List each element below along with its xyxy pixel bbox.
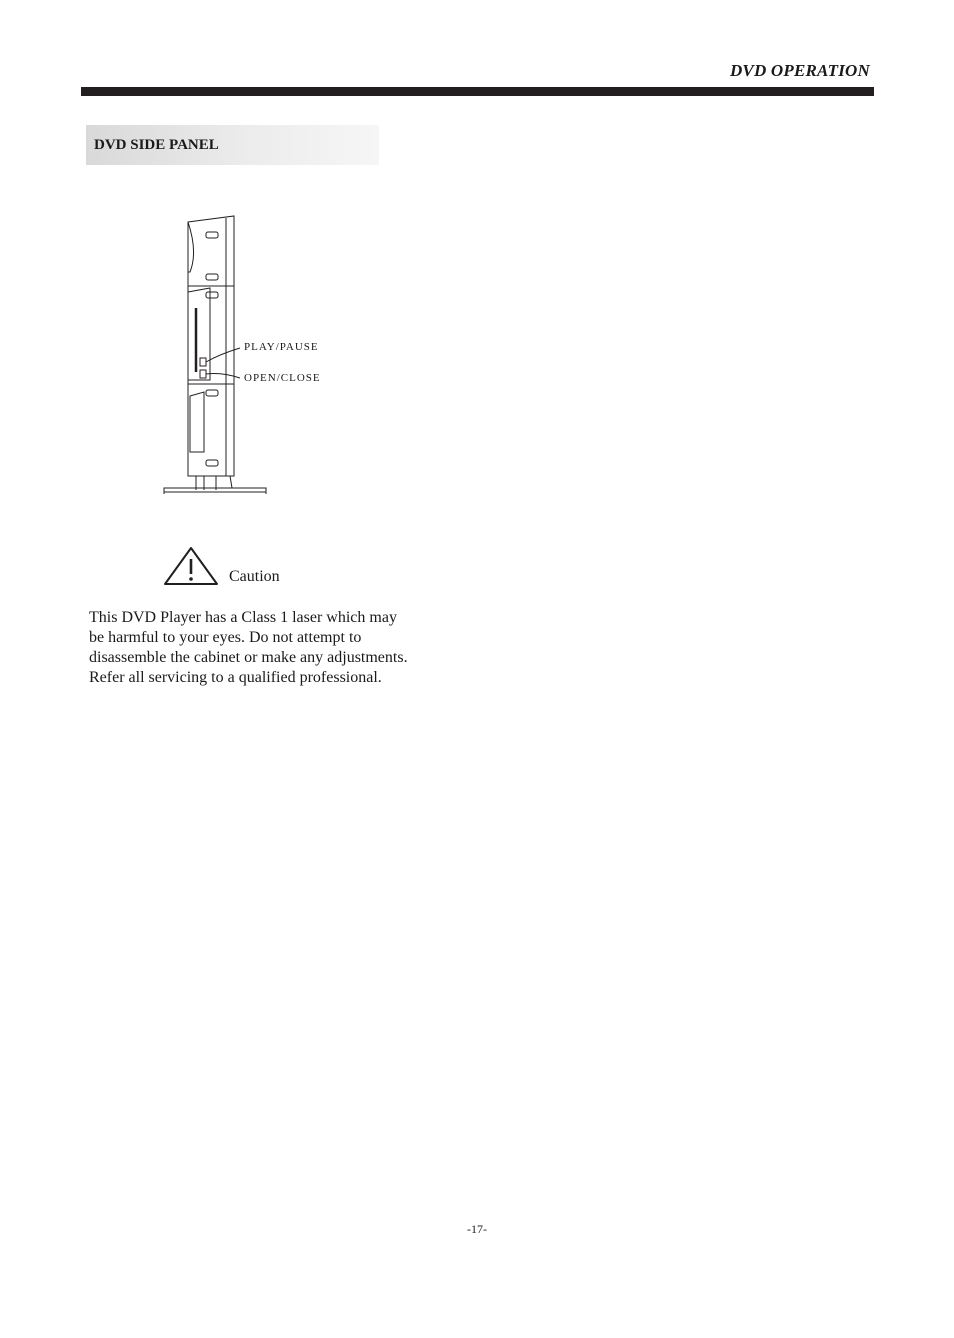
open-close-label: OPEN/CLOSE xyxy=(244,372,321,384)
warning-triangle-icon xyxy=(163,546,219,586)
section-title: DVD SIDE PANEL xyxy=(86,125,379,165)
play-pause-label: PLAY/PAUSE xyxy=(244,341,319,353)
vent-slot xyxy=(206,292,218,298)
play-pause-leader xyxy=(206,348,240,362)
body-line: disassemble the cabinet or make any adjustments. xyxy=(89,649,408,666)
open-close-leader xyxy=(206,374,240,379)
body-line: This DVD Player has a Class 1 laser which may xyxy=(89,609,397,626)
page-number: -17- xyxy=(467,1222,487,1236)
vent-slot xyxy=(206,460,218,466)
tv-side-panel-diagram xyxy=(160,212,360,502)
play-pause-button-shape xyxy=(200,358,206,366)
open-close-button-shape xyxy=(200,370,206,378)
vent-slot xyxy=(206,390,218,396)
stand-base xyxy=(164,488,266,494)
caution-body-text xyxy=(89,608,469,688)
body-line: Refer all servicing to a qualified professional. xyxy=(89,669,382,686)
body-line: be harmful to your eyes. Do not attempt to xyxy=(89,629,362,646)
tv-upper-curve xyxy=(188,222,194,272)
vent-slot xyxy=(206,274,218,280)
caution-label: Caution xyxy=(229,568,280,585)
header-rule xyxy=(81,87,874,96)
page-header-title: DVD OPERATION xyxy=(729,61,870,80)
lower-panel xyxy=(190,392,204,452)
vent-slot xyxy=(206,232,218,238)
dvd-panel xyxy=(188,288,210,380)
